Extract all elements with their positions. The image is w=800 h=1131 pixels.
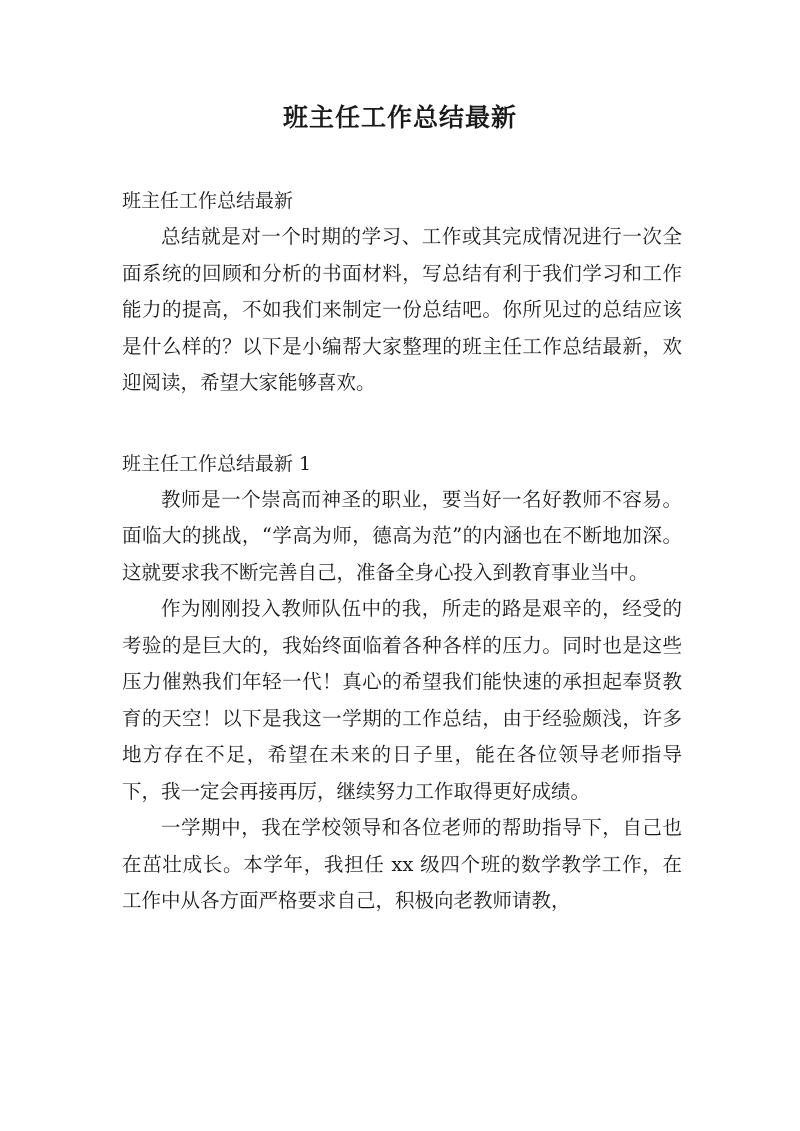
section-1-paragraph-3: 一学期中，我在学校领导和各位老师的帮助指导下，自己也在茁壮成长。本学年，我担任 xx 级四个班的数学教学工作，在工作中从各方面严格要求自己，积极向老教师请教， [122,816,682,912]
document-title: 班主任工作总结最新 [282,103,517,132]
section-1-paragraph-1: 教师是一个崇高而神圣的职业，要当好一名好教师不容易。面临大的挑战，“学高为师，德高为范”的内涵也在不断地加深。这就要求我不断完善自己，准备全身心投入到教育事业当中。 [122,487,682,584]
section-1-heading: 班主任工作总结最新 1 [122,452,312,475]
section-spacer [122,402,682,446]
intro-heading: 班主任工作总结最新 [122,190,294,212]
section-1-paragraph-2: 作为刚刚投入教师队伍中的我，所走的路是艰辛的，经受的考验的是巨大的，我始终面临着各种各样的压力。同时也是这些压力催熟我们年轻一代！真心的希望我们能快速的承担起奉贤教育的天空！以下是我这一学期的工作总结，由于经验颇浅，许多地方存在不足，希望在未来的日子里，能在各位领导老师指导下，我一定会再接再厉，继续努力工作取得更好成绩。 [122,597,682,803]
document-body [122,183,682,920]
intro-paragraph: 总结就是对一个时期的学习、工作或其完成情况进行一次全面系统的回顾和分析的书面材料，写总结有利于我们学习和工作能力的提高，不如我们来制定一份总结吧。你所见过的总结应该是什么样的？以下是小编帮大家整理的班主任工作总结最新，欢迎阅读，希望大家能够喜欢。 [122,225,682,394]
